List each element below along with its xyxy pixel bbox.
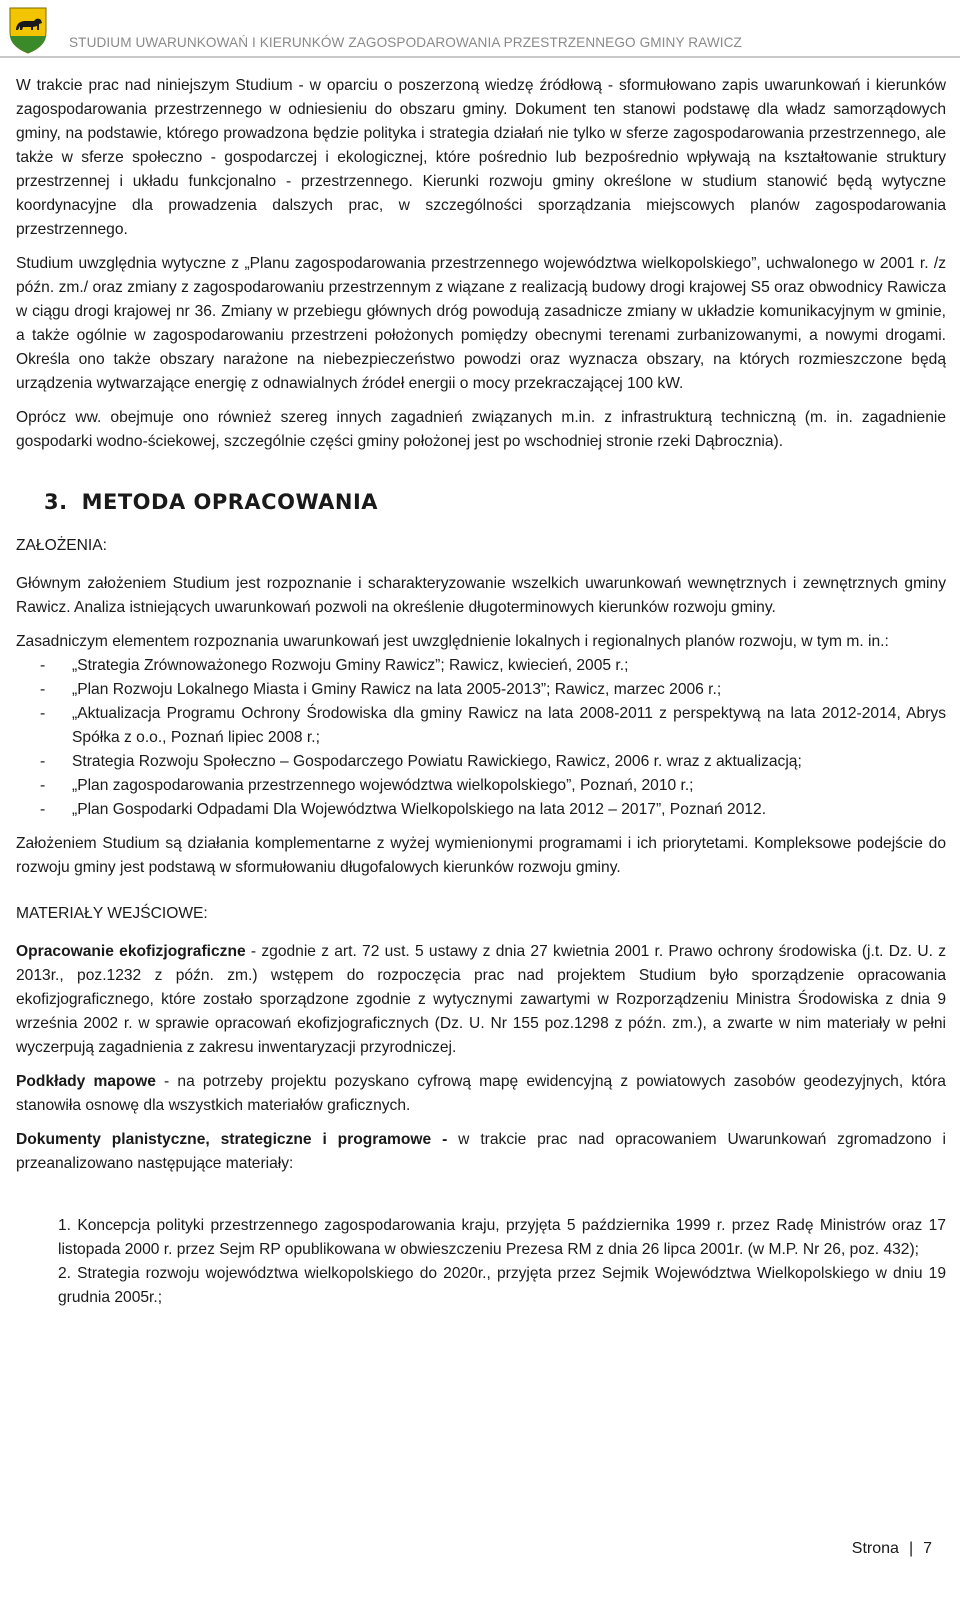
materialy-item-1-title: Opracowanie ekofizjograficzne <box>16 943 246 960</box>
dash-mark: - <box>40 681 46 698</box>
list-item-text: Strategia Rozwoju Społeczno – Gospodarczego Powiatu Rawickiego, Rawicz, 2006 r. wraz z aktualizacją; <box>72 753 802 770</box>
section-title: METODA OPRACOWANIA <box>81 490 379 514</box>
list-item <box>16 678 946 702</box>
page-content <box>16 74 946 1310</box>
zalozenia-paragraph-2: Zasadniczym elementem rozpoznania uwarunkowań jest uwzględnienie lokalnych i regionalnych planów rozwoju, w tym m. in.: <box>16 633 889 650</box>
page-number: 7 <box>923 1540 932 1557</box>
dash-mark: - <box>40 753 46 770</box>
document-header-title: STUDIUM UWARUNKOWAŃ I KIERUNKÓW ZAGOSPODAROWANIA PRZESTRZENNEGO GMINY RAWICZ <box>69 35 742 50</box>
documents-list <box>16 1214 946 1310</box>
dash-mark: - <box>40 777 46 794</box>
materialy-label: MATERIAŁY WEJŚCIOWE: <box>16 905 208 922</box>
list-item-text: „Plan Rozwoju Lokalnego Miasta i Gminy Rawicz na lata 2005-2013”; Rawicz, marzec 2006 r.; <box>72 681 722 698</box>
numbered-list-item: 2. Strategia rozwoju województwa wielkopolskiego do 2020r., przyjęta przez Sejmik Województwa Wielkopolskiego w dniu 19 grudnia 2005r.; <box>58 1265 946 1306</box>
header-divider <box>0 56 960 58</box>
materialy-item-2-title: Podkłady mapowe <box>16 1073 156 1090</box>
section-number: 3. <box>44 490 68 514</box>
materialy-item-1 <box>16 940 946 1060</box>
page-header <box>0 0 960 60</box>
list-item <box>16 702 946 750</box>
materialy-item-2 <box>16 1070 946 1118</box>
page-footer <box>852 1540 932 1558</box>
page-label: Strona <box>851 1540 899 1557</box>
section-heading <box>44 490 946 514</box>
zalozenia-paragraph-3: Założeniem Studium są działania komplementarne z wyżej wymienionymi programami i ich priorytetami. Kompleksowe podejście do rozwoju gminy jest podstawą w sformułowaniu długofalowych kierunków rozwoju gminy. <box>16 835 946 876</box>
intro-paragraph-2: Studium uwzględnia wytyczne z „Planu zagospodarowania przestrzennego województwa wielkopolskiego”, uchwalonego w 2001 r. /z późn. zm./ oraz zmiany z zagospodarowaniu przestrzennym z wiązane z realizacją budowy drogi krajowej S5 oraz obwodnicy Rawicza w ciągu drogi krajowej nr 36. Zmiany w przebiegu głównych dróg powodują zasadnicze zmiany w układzie komunikacyjnym w gminie, a także ogólnie w zagospodarowaniu przestrzeni położonych pomiędzy obecnymi terenami zurbanizowanymi, a nowymi drogami. Określa ono także obszary narażone na niebezpieczeństwo powodzi oraz wyznacza obszary, na których rozmieszczone będą urządzenia wytwarzające energię z odnawialnych źródeł energii o mocy przekraczającej 100 kW. <box>16 255 946 392</box>
numbered-list-item: 1. Koncepcja polityki przestrzennego zagospodarowania kraju, przyjęta 5 października 1999 r. przez Radę Ministrów oraz 17 listopada 2000 r. przez Sejm RP opublikowana w obwieszczeniu Prezesa RM z dnia 26 lipca 2001r. (w M.P. Nr 26, poz. 432); <box>58 1217 946 1258</box>
list-item <box>16 654 946 678</box>
list-item-text: „Aktualizacja Programu Ochrony Środowiska dla gminy Rawicz na lata 2008-2011 z perspektywą na lata 2012-2014, Abrys Spółka z o.o., Poznań lipiec 2008 r.; <box>72 705 946 746</box>
intro-paragraph-3: Oprócz ww. obejmuje ono również szereg innych zagadnień związanych m.in. z infrastrukturą techniczną (m. in. zagadnienie gospodarki wodno-ściekowej, szczególnie części gminy położonej jest po wschodniej stronie rzeki Dąbrocznia). <box>16 409 946 450</box>
list-item-text: „Strategia Zrównoważonego Rozwoju Gminy Rawicz”; Rawicz, kwiecień, 2005 r.; <box>72 657 629 674</box>
materialy-item-2-text: - na potrzeby projektu pozyskano cyfrową mapę ewidencyjną z powiatowych zasobów geodezyjnych, która stanowiła osnowę dla wszystkich materiałów graficznych. <box>16 1073 946 1114</box>
materialy-item-3 <box>16 1128 946 1176</box>
footer-separator: | <box>908 1540 914 1557</box>
zalozenia-paragraph-1: Głównym założeniem Studium jest rozpoznanie i scharakteryzowanie wszelkich uwarunkowań wewnętrznych i zewnętrznych gminy Rawicz. Analiza istniejących uwarunkowań pozwoli na określenie długoterminowych kierunków rozwoju gminy. <box>16 575 946 616</box>
intro-paragraph-1: W trakcie prac nad niniejszym Studium - w oparciu o poszerzoną wiedzę źródłową - sformułowano zapis uwarunkowań i kierunków zagospodarowania przestrzennego w odniesieniu do obszaru gminy. Dokument ten stanowi podstawę dla władz samorządowych gminy, na podstawie, którego prowadzona będzie polityka i strategia działań nie tylko w sferze zagospodarowania przestrzennego, ale także w sferze społeczno - gospodarczej i ekologicznej, które pośrednio lub bezpośrednio wpływają na kształtowanie struktury przestrzennej i układu funkcjonalno - przestrzennego. Kierunki rozwoju gminy określone w studium stanowić będą wytyczne koordynacyjne dla prowadzenia dalszych prac, w szczególności sporządzania miejscowych planów zagospodarowania przestrzennego. <box>16 77 946 238</box>
plans-list <box>16 654 946 822</box>
list-item <box>16 774 946 798</box>
list-item <box>16 798 946 822</box>
dash-mark: - <box>40 657 46 674</box>
dash-mark: - <box>40 705 46 722</box>
zalozenia-label: ZAŁOŻENIA: <box>16 537 107 554</box>
dash-mark: - <box>40 801 46 818</box>
list-item-text: „Plan Gospodarki Odpadami Dla Województwa Wielkopolskiego na lata 2012 – 2017”, Poznań 2012. <box>72 801 767 818</box>
list-item-text: „Plan zagospodarowania przestrzennego województwa wielkopolskiego”, Poznań, 2010 r.; <box>72 777 694 794</box>
materialy-item-1-text: - zgodnie z art. 72 ust. 5 ustawy z dnia 27 kwietnia 2001 r. Prawo ochrony środowiska (j.t. Dz. U. z 2013r., poz.1232 z późn. zm.) wstępem do rozpoczęcia prac nad projektem Studium było sporządzenie opracowania ekofizjograficznego, które zostało sporządzone zgodnie z wytycznymi zawartymi w Rozporządzeniu Ministra Środowiska z dnia 9 września 2002 r. w sprawie opracowań ekofizjograficznych (Dz. U. Nr 155 poz.1298 z późn. zm.), a zwarte w nim materiały w pełni wyczerpują zagadnienia z zakresu inwentaryzacji przyrodniczej. <box>16 943 946 1056</box>
bear-crest-icon <box>8 6 48 54</box>
materialy-item-3-text: w trakcie prac nad opracowaniem Uwarunkowań zgromadzono i przeanalizowano następujące materiały: <box>16 1131 947 1172</box>
list-item <box>16 750 946 774</box>
materialy-item-3-title: Dokumenty planistyczne, strategiczne i programowe - <box>16 1131 448 1148</box>
